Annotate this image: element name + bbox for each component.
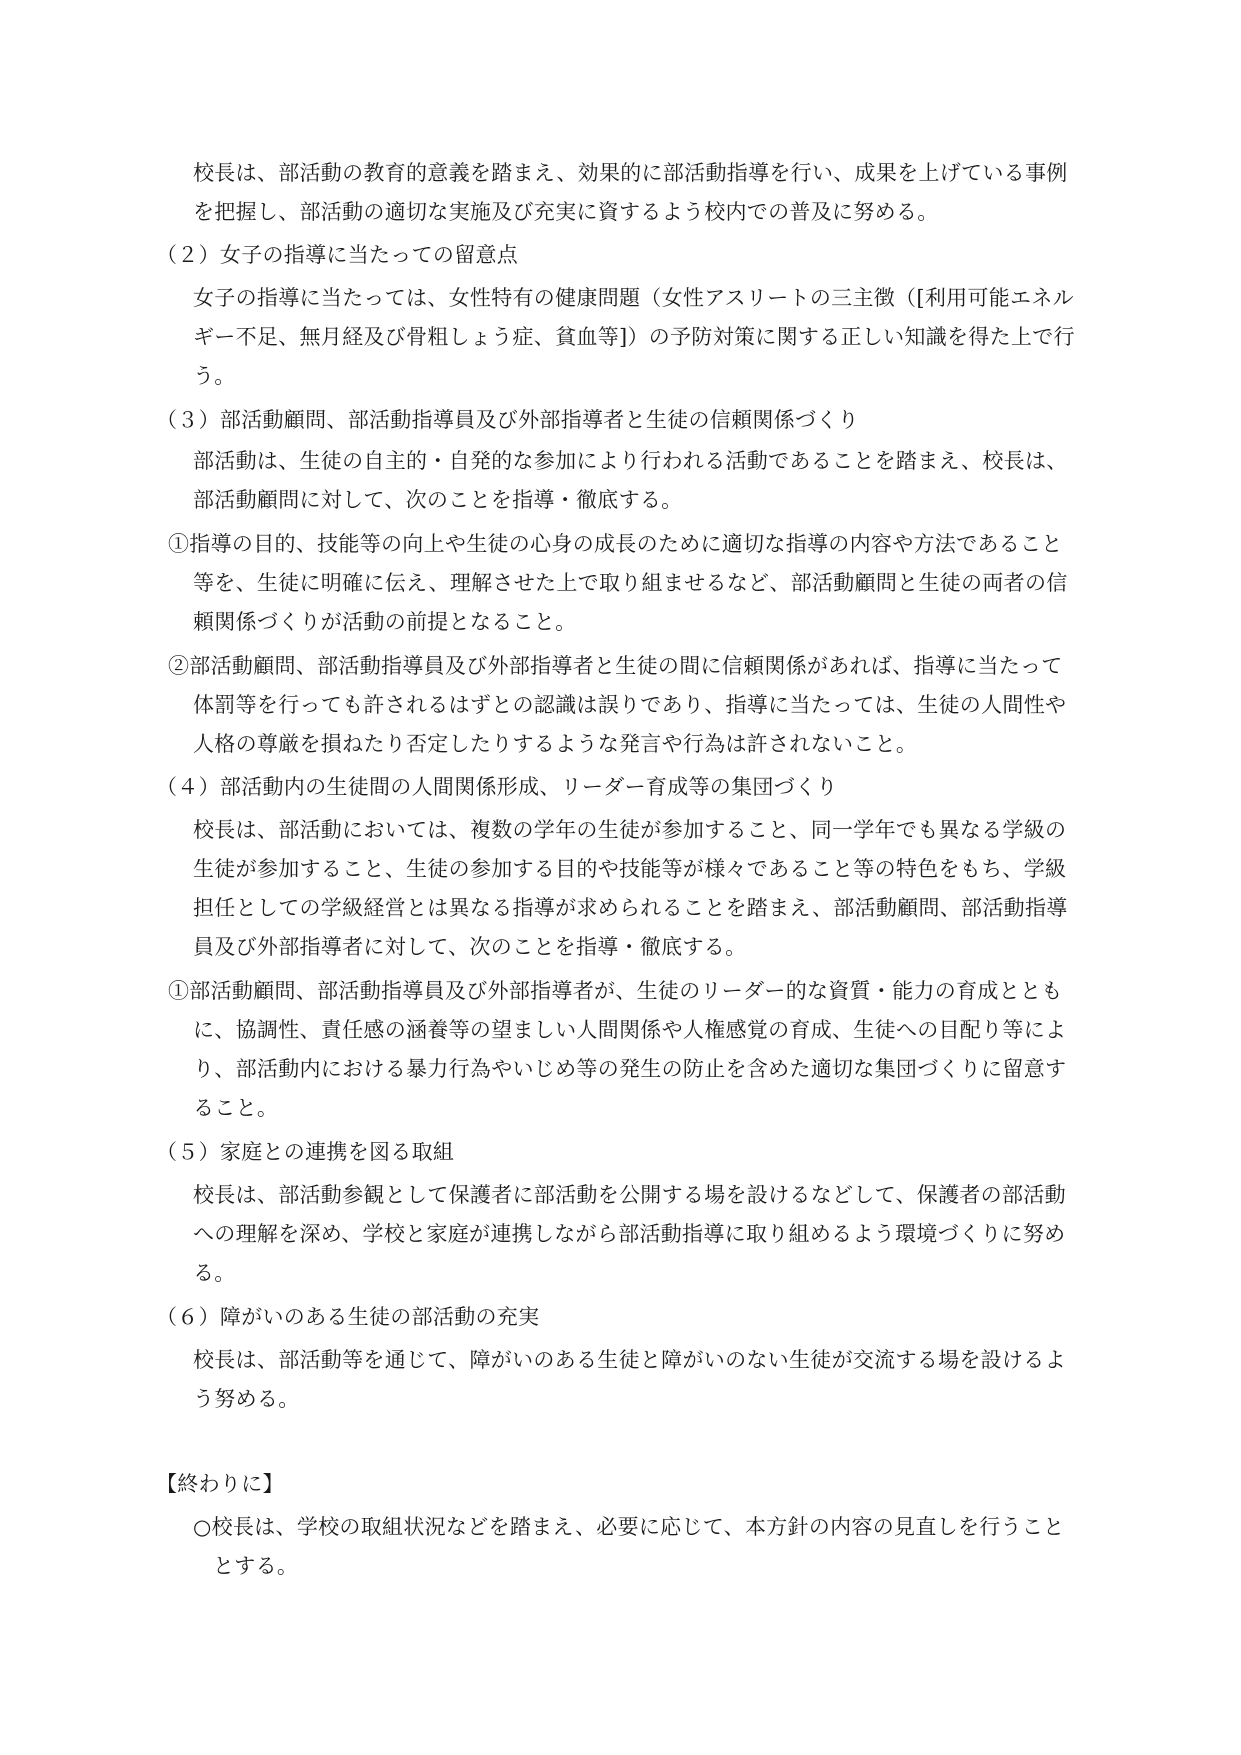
paragraph-line: 部活動は、生徒の自主的・自発的な参加により行われる活動であることを踏まえ、校長は、	[193, 449, 1068, 473]
paragraph-line: への理解を深め、学校と家庭が連携しながら部活動指導に取り組めるよう環境づくりに努め	[193, 1222, 1066, 1246]
paragraph-line: 担任としての学級経営とは異なる指導が求められることを踏まえ、部活動顧問、部活動指導	[193, 896, 1068, 920]
paragraph-line: 人格の尊厳を損ねたり否定したりするような発言や行為は許されないこと。	[193, 732, 918, 756]
paragraph-line: を把握し、部活動の適切な実施及び充実に資するよう校内での普及に努める。	[193, 200, 939, 224]
section-heading: （６）障がいのある生徒の部活動の充実	[156, 1305, 540, 1329]
paragraph-line: 校長は、部活動においては、複数の学年の生徒が参加すること、同一学年でも異なる学級の	[193, 818, 1067, 842]
section-heading: （５）家庭との連携を図る取組	[156, 1140, 455, 1164]
paragraph-line: 校長は、部活動等を通じて、障がいのある生徒と障がいのない生徒が交流する場を設けるよ	[193, 1348, 1066, 1372]
paragraph-line: 生徒が参加すること、生徒の参加する目的や技能等が様々であること等の特色をもち、学級	[193, 857, 1067, 881]
paragraph-line: う努める。	[193, 1387, 300, 1411]
paragraph-line: に、協調性、責任感の涵養等の望ましい人間関係や人権感覚の育成、生徒への目配り等によ	[193, 1018, 1067, 1042]
closing-heading: 【終わりに】	[156, 1472, 284, 1496]
paragraph-line: 校長は、部活動の教育的意義を踏まえ、効果的に部活動指導を行い、成果を上げている事例	[193, 161, 1068, 185]
closing-item: ○校長は、学校の取組状況などを踏まえ、必要に応じて、本方針の内容の見直しを行うこと	[193, 1515, 1065, 1539]
paragraph-line: 員及び外部指導者に対して、次のことを指導・徹底する。	[193, 935, 747, 959]
paragraph-line: ギー不足、無月経及び骨粗しょう症、貧血等]）の予防対策に関する正しい知識を得た上で行	[193, 325, 1075, 349]
numbered-item: ②部活動顧問、部活動指導員及び外部指導者と生徒の間に信頼関係があれば、指導に当たって	[168, 654, 1063, 678]
paragraph-line: る。	[193, 1261, 236, 1285]
paragraph-line: り、部活動内における暴力行為やいじめ等の発生の防止を含めた適切な集団づくりに留意す	[193, 1057, 1067, 1081]
section-heading: （２）女子の指導に当たっての留意点	[156, 243, 519, 267]
paragraph-line: ること。	[193, 1096, 279, 1120]
paragraph-line: とする。	[213, 1554, 299, 1578]
paragraph-line: 等を、生徒に明確に伝え、理解させた上で取り組ませるなど、部活動顧問と生徒の両者の信	[193, 571, 1068, 595]
section-heading: （３）部活動顧問、部活動指導員及び外部指導者と生徒の信頼関係づくり	[156, 408, 859, 432]
paragraph-line: 頼関係づくりが活動の前提となること。	[193, 610, 577, 634]
paragraph-line: 校長は、部活動参観として保護者に部活動を公開する場を設けるなどして、保護者の部活動	[193, 1183, 1066, 1207]
section-heading: （４）部活動内の生徒間の人間関係形成、リーダー育成等の集団づくり	[156, 775, 838, 799]
paragraph-line: 女子の指導に当たっては、女性特有の健康問題（女性アスリートの三主徴（[利用可能エネル	[193, 286, 1074, 310]
paragraph-line: 部活動顧問に対して、次のことを指導・徹底する。	[193, 488, 683, 512]
paragraph-line: 体罰等を行っても許されるはずとの認識は誤りであり、指導に当たっては、生徒の人間性や	[193, 693, 1067, 717]
numbered-item: ①指導の目的、技能等の向上や生徒の心身の成長のために適切な指導の内容や方法であること	[168, 532, 1063, 556]
paragraph-line: う。	[193, 364, 236, 388]
numbered-item: ①部活動顧問、部活動指導員及び外部指導者が、生徒のリーダー的な資質・能力の育成ととも	[168, 979, 1063, 1003]
